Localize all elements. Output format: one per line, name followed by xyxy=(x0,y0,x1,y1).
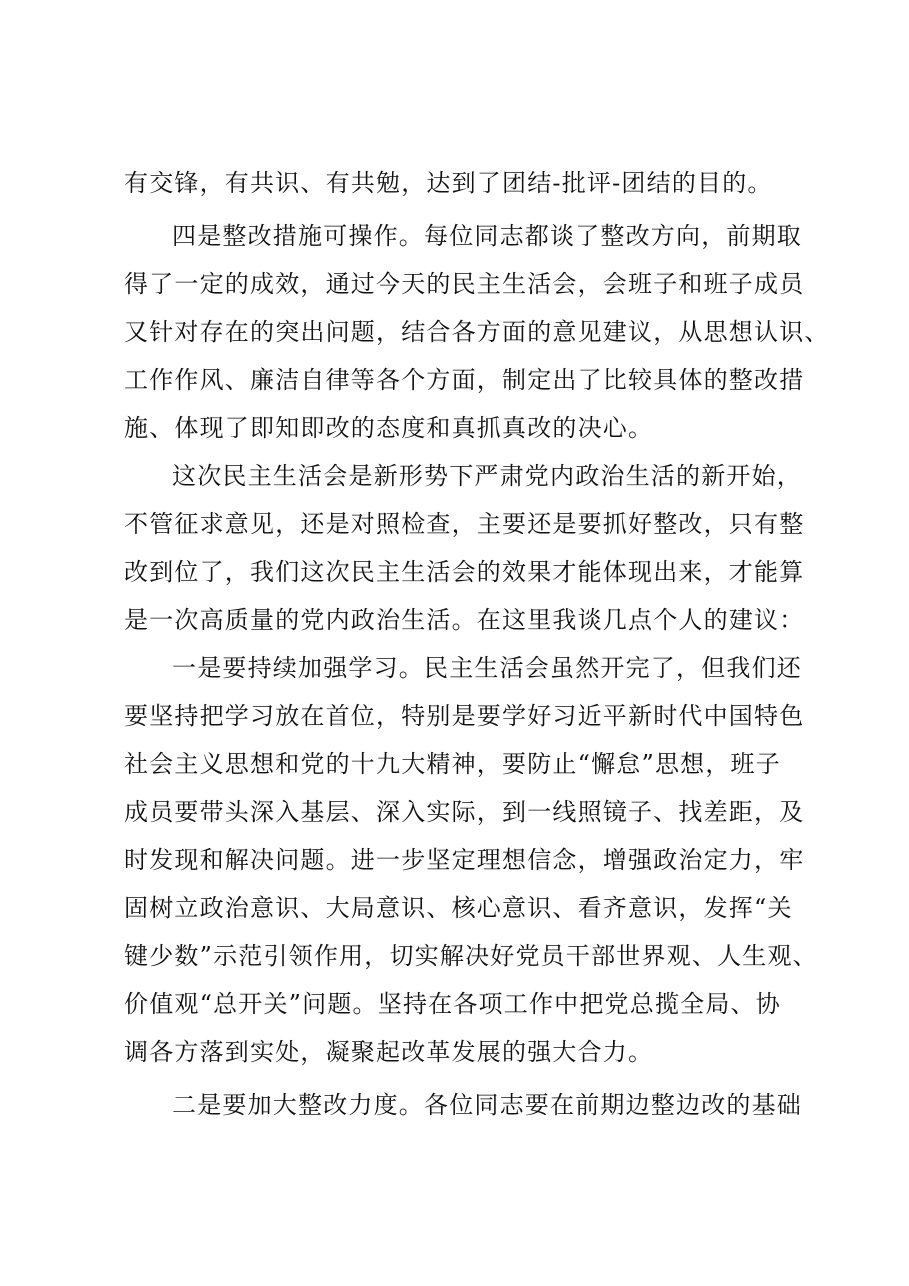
text-line: 四是整改措施可操作。每位同志都谈了整改方向，前期取 xyxy=(172,222,802,250)
text-line: 一是要持续加强学习。民主生活会虽然开完了，但我们还 xyxy=(172,654,802,682)
text-line: 工作作风、廉洁自律等各个方面，制定出了比较具体的整改措 xyxy=(124,366,805,394)
text-line: 要坚持把学习放在首位，特别是要学好习近平新时代中国特色 xyxy=(124,702,805,730)
text-line: 价值观“总开关”问题。坚持在各项工作中把党总揽全局、协 xyxy=(124,990,781,1018)
text-line: 又针对存在的突出问题，结合各方面的意见建议，从思想认识、 xyxy=(124,318,830,346)
text-line: 得了一定的成效，通过今天的民主生活会，会班子和班子成员 xyxy=(124,270,805,298)
text-line: 改到位了，我们这次民主生活会的效果才能体现出来，才能算 xyxy=(124,558,805,586)
text-line: 固树立政治意识、大局意识、核心意识、看齐意识，发挥“关 xyxy=(124,894,793,922)
text-line: 键少数”示范引领作用，切实解决好党员干部世界观、人生观、 xyxy=(124,942,818,970)
text-line: 成员要带头深入基层、深入实际，到一线照镜子、找差距，及 xyxy=(124,798,805,826)
text-line: 施、体现了即知即改的态度和真抓真改的决心。 xyxy=(124,414,654,442)
text-line: 是一次高质量的党内政治生活。在这里我谈几点个人的建议： xyxy=(124,606,805,634)
text-line: 调各方落到实处，凝聚起改革发展的强大合力。 xyxy=(124,1038,654,1066)
text-line: 有交锋，有共识、有共勉，达到了团结-批评-团结的目的。 xyxy=(124,169,773,197)
text-line: 社会主义思想和党的十九大精神，要防止“懈怠”思想，班子 xyxy=(124,750,781,778)
text-line: 这次民主生活会是新形势下严肃党内政治生活的新开始， xyxy=(172,462,802,490)
text-line: 不管征求意见，还是对照检查，主要还是要抓好整改，只有整 xyxy=(124,510,805,538)
text-line: 二是要加大整改力度。各位同志要在前期边整边改的基础 xyxy=(172,1091,802,1119)
text-line: 时发现和解决问题。进一步坚定理想信念，增强政治定力，牢 xyxy=(124,846,805,874)
